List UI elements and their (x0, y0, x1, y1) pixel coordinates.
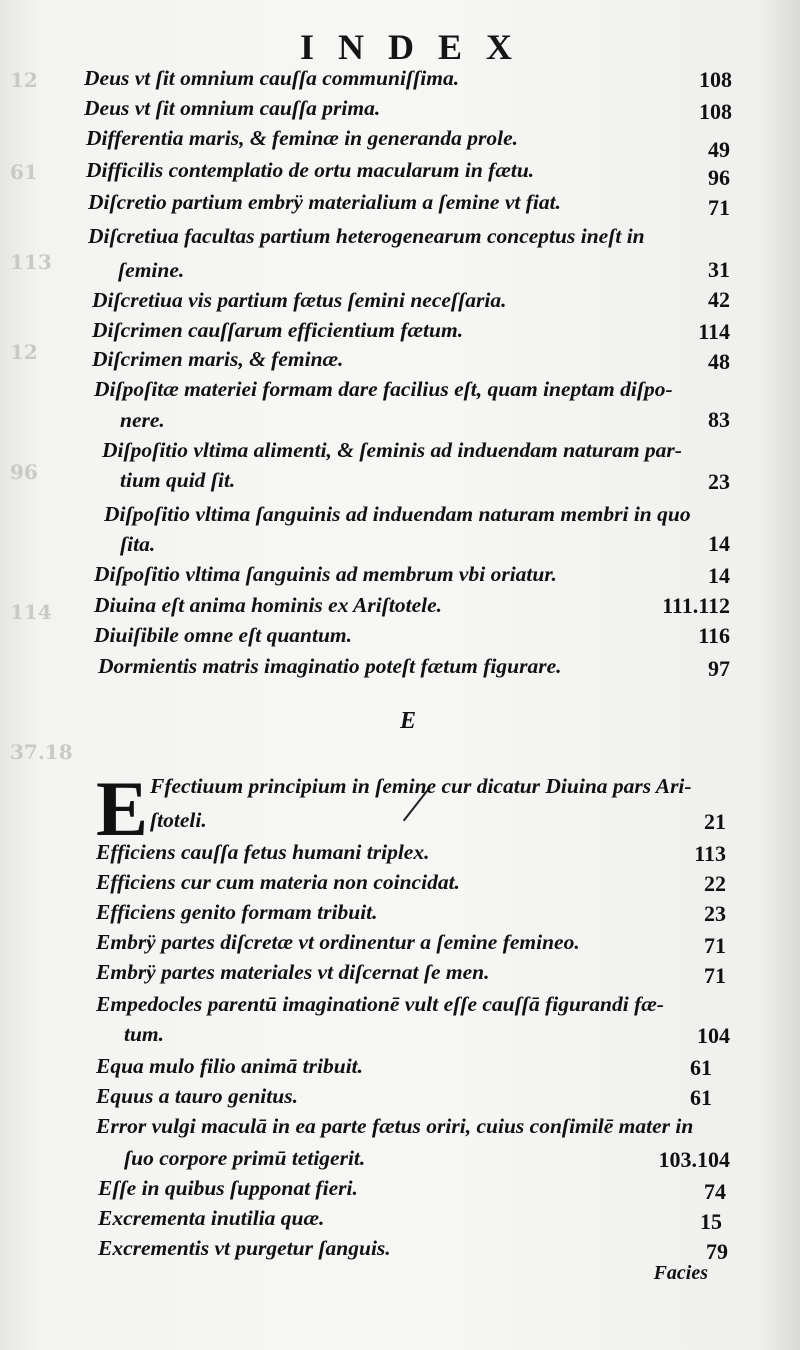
bleed-through-mark: 61 (10, 160, 38, 184)
index-entry-text: Diſcretiua vis partium fætus ſemini neceſſaria. (92, 288, 507, 312)
index-entry-text: Diſcrimen cauſſarum efficientium fætum. (92, 318, 464, 342)
index-entry-page: 83 (708, 407, 730, 432)
bleed-through-mark: 96 (10, 460, 38, 484)
bleed-through-mark: 114 (10, 600, 52, 624)
index-entry-text: Diuina eſt anima hominis ex Ariſtotele. (94, 593, 443, 617)
index-entry-text: tum. (124, 1022, 165, 1046)
index-entry-text: Deus vt ſit omnium cauſſa communiſſima. (84, 66, 460, 90)
index-entry-page: 71 (704, 933, 726, 958)
index-entry-page: 14 (708, 563, 730, 588)
drop-cap: E (96, 765, 149, 852)
bleed-through-mark: 113 (10, 250, 52, 274)
index-entry-text: Diſcretio partium embrÿ materialium a ſemine vt fiat. (88, 190, 561, 214)
index-entry-text: Excrementis vt purgetur ſanguis. (98, 1236, 391, 1260)
section-letter: E (400, 708, 417, 734)
catchword: Facies (653, 1262, 708, 1284)
index-entry-text: Diſpoſitio vltima alimenti, & ſeminis ad induendam naturam par- (102, 438, 682, 462)
index-entry-page: 108 (699, 67, 732, 92)
index-entry-page: 96 (708, 165, 730, 190)
index-entry-text: Error vulgi maculā in ea parte fætus oriri, cuius conſimilē mater in (96, 1114, 694, 1138)
index-entry-page: 42 (708, 287, 730, 312)
index-entry-page: 104 (697, 1023, 730, 1048)
index-entry-text: Differentia maris, & feminæ in generanda prole. (86, 126, 519, 150)
index-entry-page: 103.104 (658, 1147, 730, 1172)
index-entry-page: 15 (700, 1209, 722, 1234)
index-entry-text: Diſpoſitæ materiei formam dare facilius eſt, quam ineptam diſpo- (94, 377, 673, 401)
index-entry-text: Efficiens genito formam tribuit. (96, 900, 378, 924)
index-entry-page: 113 (694, 841, 726, 866)
index-entry-text: Efficiens cauſſa fetus humani triplex. (96, 840, 430, 864)
index-entry-text: Excrementa inutilia quæ. (98, 1206, 325, 1230)
index-entry-page: 31 (708, 257, 730, 282)
index-entry-page: 79 (706, 1239, 728, 1264)
index-entry-text: Diſcretiua facultas partium heterogenearum conceptus ineſt in (88, 224, 645, 248)
index-entry-page: 74 (704, 1179, 726, 1204)
index-entry-text: Embrÿ partes materiales vt diſcernat ſe men. (96, 960, 490, 984)
index-entry-text: Diſpoſitio vltima ſanguinis ad membrum vbi oriatur. (94, 562, 557, 586)
index-entry-text: ſita. (120, 532, 156, 556)
index-entry-page: 71 (708, 195, 730, 220)
index-entry-page: 21 (704, 809, 726, 834)
index-entry-page: 61 (690, 1085, 712, 1110)
index-entry-text: Eſſe in quibus ſupponat fieri. (98, 1176, 358, 1200)
bleed-through-mark: 12 (10, 68, 38, 92)
index-entry-text: Dormientis matris imaginatio poteſt fætum figurare. (98, 654, 562, 678)
page-title: INDEX (300, 27, 537, 67)
index-entry-page: 61 (690, 1055, 712, 1080)
index-entry-page: 108 (699, 99, 732, 124)
index-entry-page: 23 (708, 469, 730, 494)
index-entry-page: 71 (704, 963, 726, 988)
index-entry-text: Efficiens cur cum materia non coincidat. (96, 870, 460, 894)
index-entry-text: Difficilis contemplatio de ortu macularum in fætu. (86, 158, 535, 182)
index-entry-text: Equa mulo filio animā tribuit. (96, 1054, 364, 1078)
index-entry-text: tium quid ſit. (120, 468, 236, 492)
index-entry-text: ſtoteli. (150, 808, 207, 832)
index-entry-page: 22 (704, 871, 726, 896)
index-entry-text: Diſcrimen maris, & feminæ. (92, 347, 344, 371)
index-entry-text: Equus a tauro genitus. (96, 1084, 298, 1108)
index-entry-text: nere. (120, 408, 165, 432)
index-entry-page: 111.112 (662, 593, 730, 618)
index-entry-text: Diuiſibile omne eſt quantum. (94, 623, 353, 647)
index-entry-text: ſemine. (118, 258, 185, 282)
index-entry-text: Empedocles parentū imaginationē vult eſſe cauſſā figurandi fæ- (96, 992, 664, 1016)
bleed-through-mark: 12 (10, 340, 38, 364)
index-entry-page: 116 (698, 623, 730, 648)
index-entry-text: Diſpoſitio vltima ſanguinis ad induendam naturam membri in quo (104, 502, 691, 526)
index-entry-page: 14 (708, 531, 730, 556)
index-entry-text: ſuo corpore primū tetigerit. (124, 1146, 366, 1170)
index-entry-page: 23 (704, 901, 726, 926)
index-entry-page: 114 (698, 319, 730, 344)
index-entry-text: Ffectiuum principium in ſemine cur dicatur Diuina pars Ari- (150, 774, 692, 798)
index-entry-page: 97 (708, 656, 730, 681)
index-entry-page: 49 (708, 137, 730, 162)
index-entry-text: Deus vt ſit omnium cauſſa prima. (84, 96, 381, 120)
bleed-through-mark: 37.18 (10, 740, 73, 764)
index-entry-text: Embrÿ partes diſcretæ vt ordinentur a ſemine femineo. (96, 930, 580, 954)
index-entry-page: 48 (708, 349, 730, 374)
